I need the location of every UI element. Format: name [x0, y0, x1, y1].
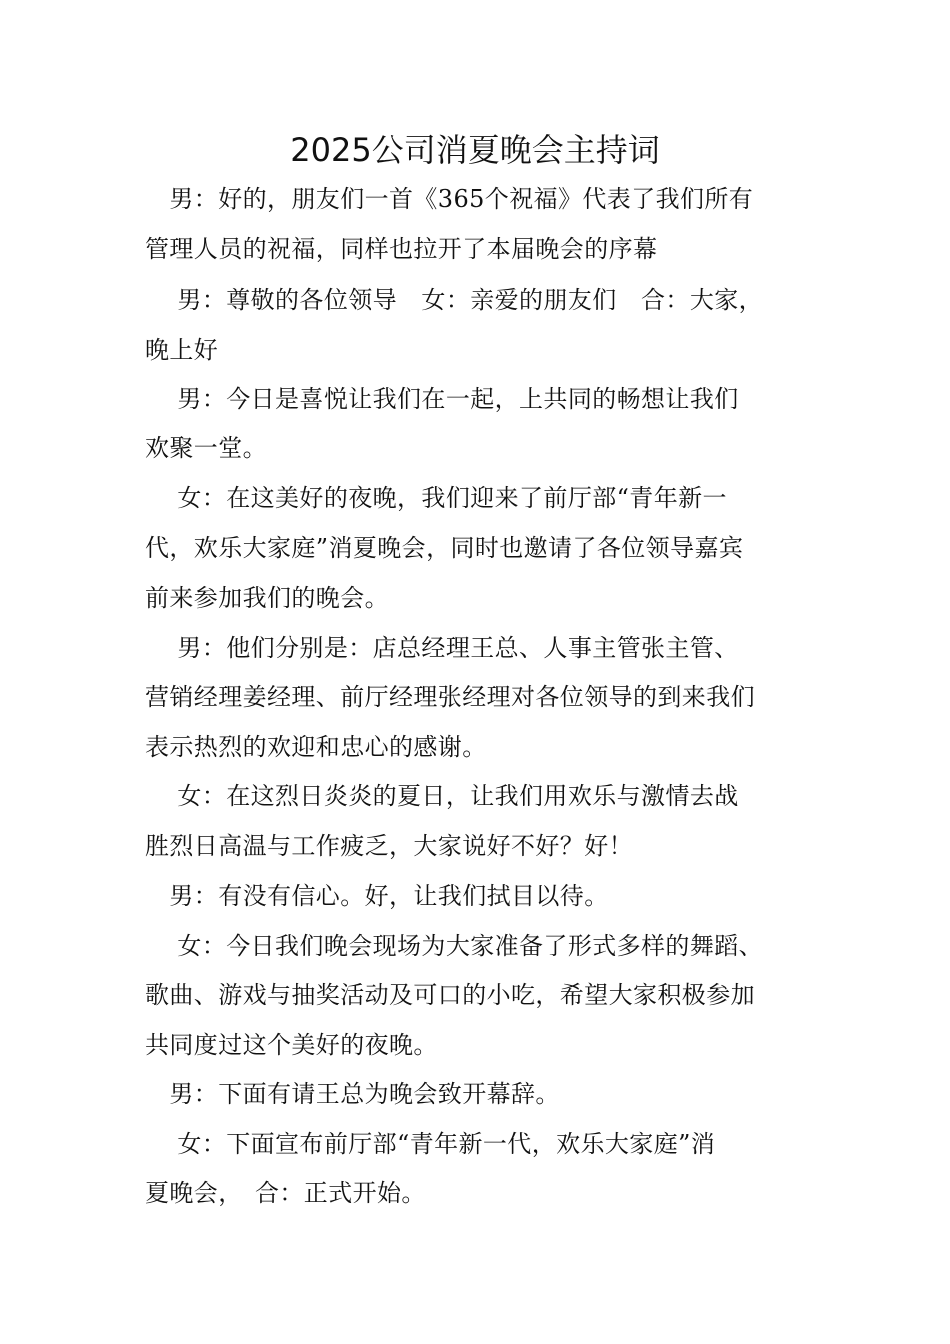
text-line: 女：在这烈日炎炎的夏日，让我们用欢乐与激情去战 — [145, 782, 739, 810]
text-line: 男：好的，朋友们一首《365个祝福》代表了我们所有 — [145, 185, 754, 213]
text-line: 女：在这美好的夜晚，我们迎来了前厅部“青年新一 — [145, 484, 727, 512]
text-line: 共同度过这个美好的夜晚。 — [145, 1031, 438, 1059]
text-line: 营销经理姜经理、前厅经理张经理对各位领导的到来我们 — [145, 683, 755, 711]
text-line: 男：他们分别是：店总经理王总、人事主管张主管、 — [145, 634, 739, 662]
text-line: 欢聚一堂。 — [145, 434, 267, 462]
text-line: 男：有没有信心。好，让我们拭目以待。 — [145, 882, 609, 910]
text-line: 晚上好 — [145, 336, 219, 364]
text-line: 歌曲、游戏与抽奖活动及可口的小吃，希望大家积极参加 — [145, 981, 755, 1009]
text-line: 女：下面宣布前厅部“青年新一代，欢乐大家庭”消 — [145, 1130, 716, 1158]
text-line: 代，欢乐大家庭”消夏晚会，同时也邀请了各位领导嘉宾 — [145, 534, 744, 562]
document-title: 2025公司消夏晚会主持词 — [290, 131, 660, 169]
text-line: 夏晚会， 合：正式开始。 — [145, 1179, 426, 1207]
text-line: 管理人员的祝福，同样也拉开了本届晚会的序幕 — [145, 235, 658, 263]
text-line: 表示热烈的欢迎和忠心的感谢。 — [145, 733, 487, 761]
text-line: 男：今日是喜悦让我们在一起，上共同的畅想让我们 — [145, 385, 739, 413]
text-line: 男：下面有请王总为晚会致开幕辞。 — [145, 1080, 560, 1108]
text-line: 胜烈日高温与工作疲乏，大家说好不好？好！ — [145, 832, 633, 860]
text-line: 女：今日我们晚会现场为大家准备了形式多样的舞蹈、 — [145, 932, 764, 960]
text-line: 男：尊敬的各位领导 女：亲爱的朋友们 合：大家， — [145, 286, 764, 314]
text-line: 前来参加我们的晚会。 — [145, 584, 389, 612]
